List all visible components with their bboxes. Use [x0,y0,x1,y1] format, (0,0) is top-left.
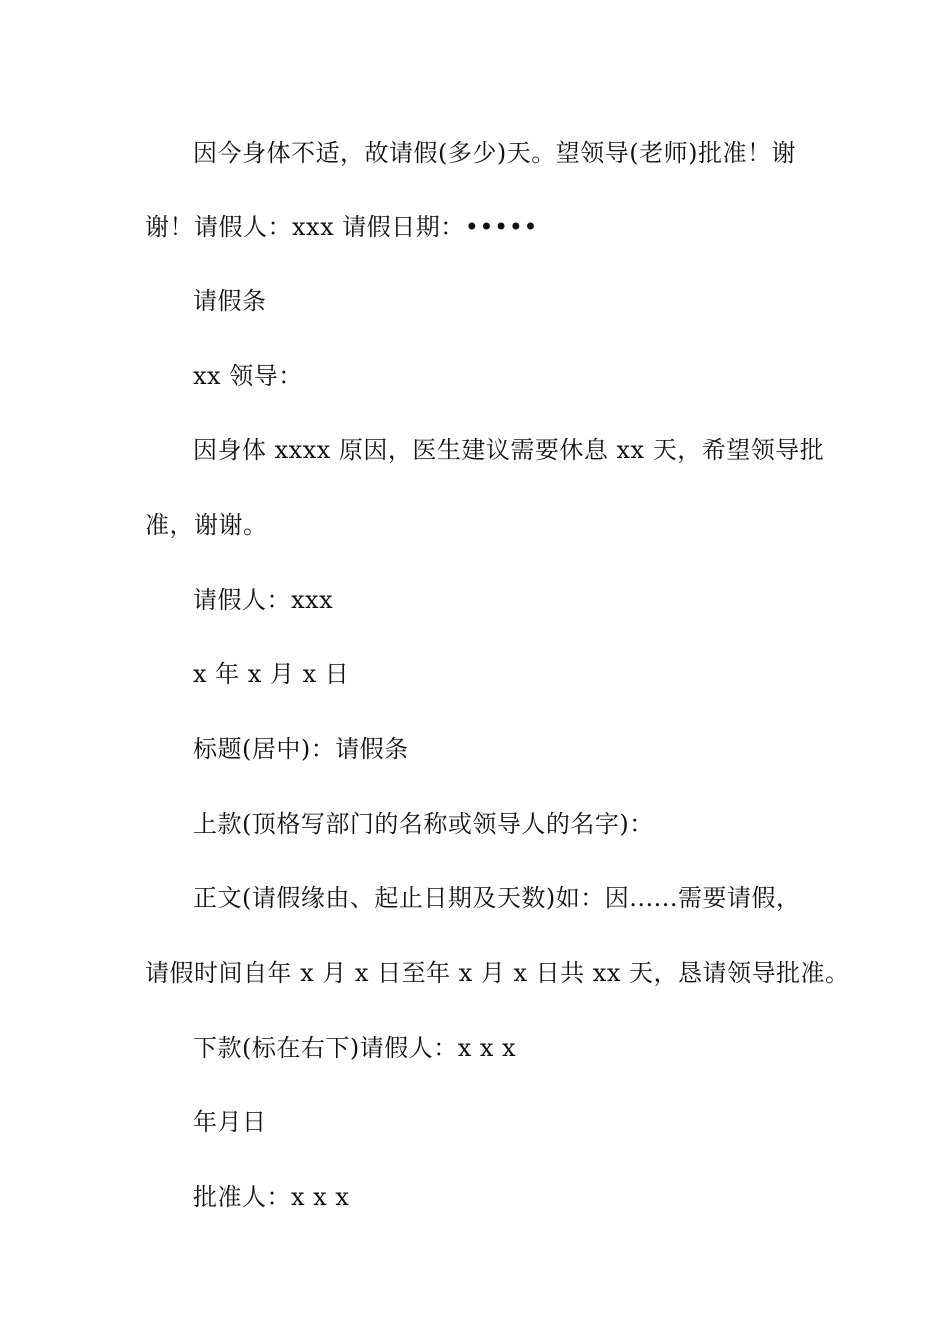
paragraph-leave-request-line-2: 谢！请假人：xxx 请假日期：••••• [145,213,539,241]
date-guideline: 年月日 [193,1108,267,1136]
body-paragraph-line-1: 因身体 xxxx 原因，医生建议需要休息 xx 天，希望领导批 [193,436,825,464]
body-paragraph-line-2: 准，谢谢。 [145,511,268,539]
date-line: x 年 x 月 x 日 [193,660,350,688]
approver-line: 批准人：x x x [193,1183,350,1211]
paragraph-leave-request-line-1: 因今身体不适，故请假(多少)天。望领导(老师)批准！谢 [193,139,796,167]
upper-section-guideline: 上款(顶格写部门的名称或领导人的名字)： [193,810,654,838]
title-guideline: 标题(居中)：请假条 [193,735,409,763]
requester-line: 请假人：xxx [193,586,334,614]
body-guideline-line-1: 正文(请假缘由、起止日期及天数)如：因......需要请假， [193,884,801,912]
body-guideline-line-2: 请假时间自年 x 月 x 日至年 x 月 x 日共 xx 天，恳请领导批准。 [145,959,850,987]
lower-section-guideline: 下款(标在右下)请假人：x x x [193,1034,517,1062]
salutation: xx 领导： [193,362,303,390]
heading-leave-note: 请假条 [193,287,267,315]
